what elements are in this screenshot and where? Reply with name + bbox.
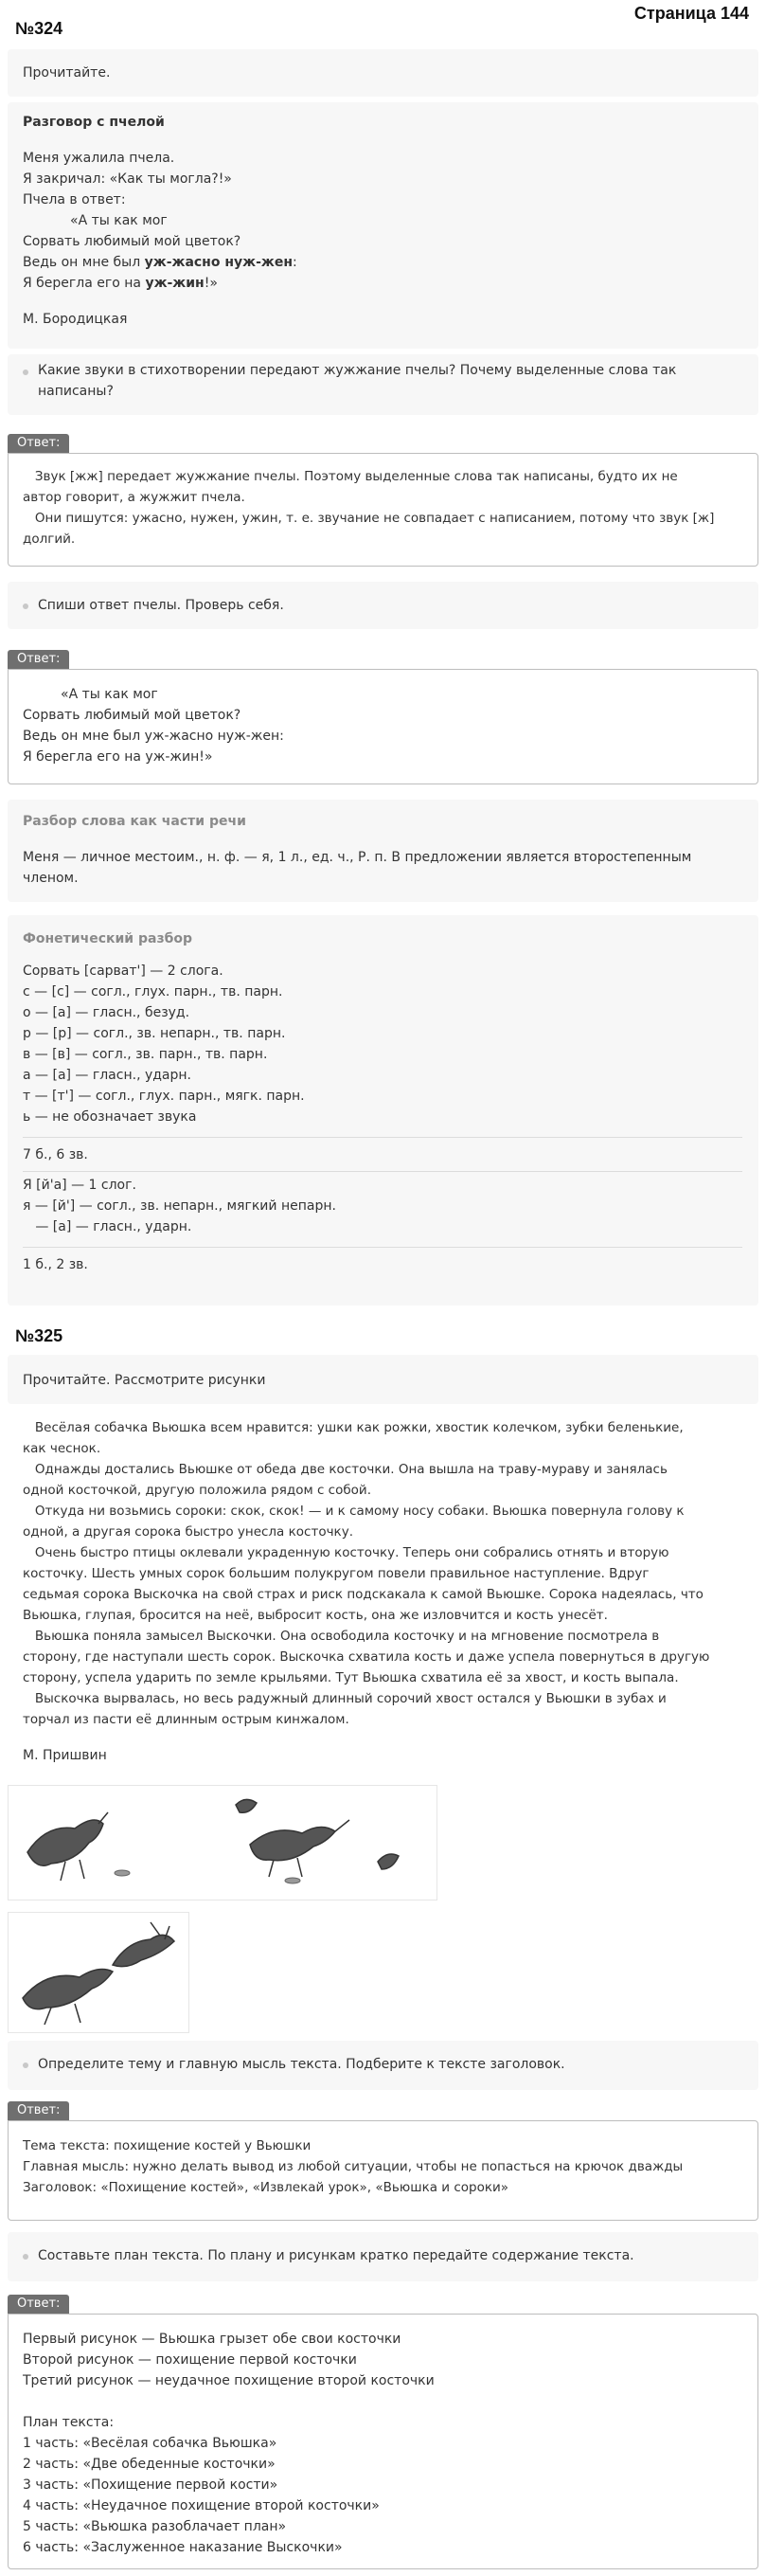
divider: [23, 1171, 742, 1172]
poem-title: Разговор с пчелой: [23, 115, 165, 130]
answer-label: Ответ:: [8, 2101, 69, 2120]
answer-label: Ответ:: [8, 434, 69, 453]
highlighted-words-1: уж-жасно нуж-жен: [144, 255, 293, 270]
bullet-icon: [23, 2254, 28, 2260]
dog-catching-magpie-icon: [9, 1913, 188, 2032]
illustration-3: [8, 1912, 189, 2033]
poem-line-1: Меня ужалила пчела.: [23, 151, 175, 166]
poem-line-7: [23, 273, 218, 294]
exercise-number-325: №325: [15, 1326, 63, 1345]
poem-line-6-start: Ведь он мне был: [23, 255, 145, 270]
story-text: Весёлая собачка Вьюшка всем нравится: ушки как рожки, хвостик колечком, зубки беленькие, как чеснок. Однажды достались Вьюшке от обеда две косточки. Она вышла на траву-мураву и занялась одной косточкой, другую положила рядом с собой. Откуда ни возьмись сороки: скок, скок! — и к самому носу собаки. Вьюшка повернула голову к одной, а другая сорока быстро унесла косточку. Очень быстро птицы оклевали украденную косточку. Теперь они собрались отнять и вторую косточку. Шесть умных сорок большим полукругом повели правильное наступление. Вдруг седьмая сорока Выскочка на свой страх и риск подскакала к самой Вьюшке. Сорока надеялась, что Вьюшка, глупая, бросится на неё, выбросит кость, она же изловчится и кость унесёт. Вьюшка поняла замысел Выскочки. Она освободила косточку и на мгновение посмотрела в сторону, где наступали шесть сорок. Выскочка схватила кость и даже успела повернуться в другую сторону, успела ударить по земле крыльями. Тут Вьюшка схватила её за хвост, и кость выпала. Выскочка вырвалась, но весь радужный длинный сорочий хвост остался у Вьюшки в зубах и торчал из пасти её длинным острым кинжалом.: [23, 1420, 710, 1727]
illustration-1-2: [8, 1785, 437, 1900]
poem-line-3: Пчела в ответ:: [23, 192, 126, 207]
exercise-number-324: №324: [15, 19, 63, 38]
instruction-325: Прочитайте. Рассмотрите рисунки: [23, 1373, 266, 1388]
phonetic-word-1: Сорвать [сарват'] — 2 слога. с — [с] — согл., глух. парн., тв. парн. о — [а] — гласн., безуд. р — [р] — согл., зв. непарн., тв. парн. в — [в] — согл., зв. парн., тв. парн. а — [а] — гласн., ударн. т — [т'] — согл., глух. парн., мягк. парн. ь — не обозначает звука: [23, 964, 305, 1125]
dog-and-magpies-icon: [9, 1786, 436, 1900]
story-author: М. Пришвин: [23, 1748, 107, 1763]
phonetic-total-1: 7 б., 6 зв.: [23, 1147, 88, 1162]
poem-line-2: Я закричал: «Как ты могла?!»: [23, 171, 232, 187]
word-parse-title: Разбор слова как части речи: [23, 814, 246, 829]
phonetic-word-2: Я [й'а] — 1 слог. я — [й'] — согл., зв. непарн., мягкий непарн. — [а] — гласн., ударн.: [23, 1178, 336, 1234]
answer-324-1: Звук [жж] передает жужжание пчелы. Поэтому выделенные слова так написаны, будто их не автор говорит, а жужжит пчела. Они пишутся: ужасно, нужен, ужин, т. е. звучание не совпадает с написанием, потому что звук [ж] долгий.: [23, 469, 715, 547]
phonetic-title: Фонетический разбор: [23, 931, 193, 946]
answer-324-2: «А ты как мог Сорвать любимый мой цветок? Ведь он мне был уж-жасно нуж-жен: Я берегла его на уж-жин!»: [23, 687, 284, 765]
poem-line-4: «А ты как мог: [70, 213, 168, 228]
poem-line-5: Сорвать любимый мой цветок?: [23, 234, 241, 249]
poem-author: М. Бородицкая: [23, 312, 128, 327]
poem-line-6: [23, 252, 297, 273]
poem-line-6-end: :: [293, 255, 297, 270]
instruction-324: Прочитайте.: [23, 65, 111, 81]
question-324-2: Спиши ответ пчелы. Проверь себя.: [38, 598, 284, 613]
question-325-1: Определите тему и главную мысль текста. Подберите к тексте заголовок.: [38, 2057, 565, 2072]
bullet-icon: [23, 369, 28, 375]
poem-line-7-end: !»: [204, 276, 218, 291]
highlighted-word-2: уж-жин: [145, 276, 205, 291]
word-parse-text: Меня — личное местоим., н. ф. — я, 1 л., ед. ч., Р. п. В предложении является второстепенным членом.: [23, 850, 692, 886]
question-324-1: Какие звуки в стихотворении передают жужжание пчелы? Почему выделенные слова так написаны?: [38, 363, 677, 399]
instruction-box-324: [8, 49, 758, 97]
divider: [23, 1137, 742, 1138]
answer-label: Ответ:: [8, 650, 69, 669]
bullet-icon: [23, 603, 28, 609]
answer-label: Ответ:: [8, 2295, 69, 2314]
page-number: Страница 144: [633, 4, 749, 23]
answer-325-1: Тема текста: похищение костей у Вьюшки Главная мысль: нужно делать вывод из любой ситуации, чтобы не попасться на крючок дважды Заголовок: «Похищение костей», «Извлекай урок», «Вьюшка и сороки»: [23, 2138, 684, 2195]
poem-line-7-start: Я берегла его на: [23, 276, 146, 291]
question-325-2: Составьте план текста. По плану и рисункам кратко передайте содержание текста.: [38, 2248, 634, 2263]
divider: [23, 1247, 742, 1248]
bullet-icon: [23, 2063, 28, 2068]
answer-325-2: Первый рисунок — Вьюшка грызет обе свои косточки Второй рисунок — похищение первой косточки Третий рисунок — неудачное похищение второй косточки План текста: 1 часть: «Весёлая собачка Вьюшка» 2 часть: «Две обеденные косточки» 3 часть: «Похищение первой кости» 4 часть: «Неудачное похищение второй косточки» 5 часть: «Вьюшка разоблачает план» 6 часть: «Заслуженное наказание Выскочки»: [23, 2332, 435, 2555]
phonetic-total-2: 1 б., 2 зв.: [23, 1257, 88, 1272]
